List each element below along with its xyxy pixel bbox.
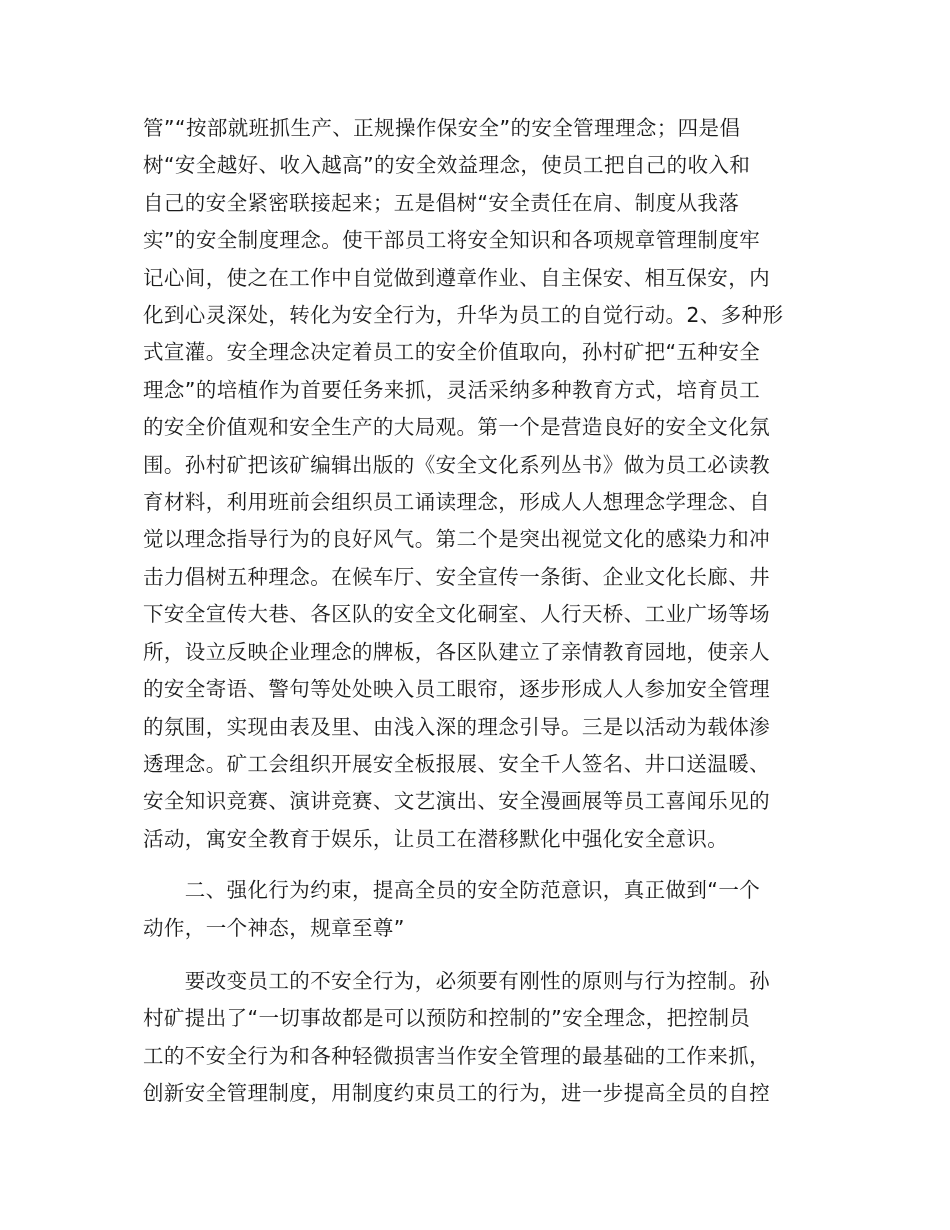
heading-line: 二、强化行为约束，提高全员的安全防范意识，真正做到“一个 <box>143 878 761 903</box>
text-line: 自己的安全紧密联接起来；五是倡树“安全责任在肩、制度从我落 <box>143 190 740 215</box>
text-line: 记心间，使之在工作中自觉做到遵章作业、自主保安、相互保安，内 <box>143 265 770 290</box>
text-line: 觉以理念指导行为的良好风气。第二个是突出视觉文化的感染力和冲 <box>143 527 770 552</box>
text-line: 的安全寄语、警句等处处映入员工眼帘，逐步形成人人参加安全管理 <box>143 677 770 702</box>
text-line: 击力倡树五种理念。在候车厅、安全宣传一条街、企业文化长廊、井 <box>143 564 770 589</box>
text-line: 村矿提出了“一切事故都是可以预防和控制的”安全理念，把控制员 <box>143 1006 751 1031</box>
text-line: 活动，寓安全教育于娱乐，让员工在潜移默化中强化安全意识。 <box>143 826 729 851</box>
section-heading <box>143 872 808 947</box>
text-line: 育材料，利用班前会组织员工诵读理念，形成人人想理念学理念、自 <box>143 490 770 515</box>
text-line: 透理念。矿工会组织开展安全板报展、安全千人签名、井口送温暖、 <box>143 751 770 776</box>
document-body <box>143 110 808 1113</box>
text-line: 工的不安全行为和各种轻微损害当作安全管理的最基础的工作来抓， <box>143 1043 770 1068</box>
body-paragraph <box>143 110 808 858</box>
text-line: 的安全价值观和安全生产的大局观。第一个是营造良好的安全文化氛 <box>143 415 770 440</box>
text-line: 化到心灵深处，转化为安全行为，升华为员工的自觉行动。2、多种形 <box>143 303 784 328</box>
text-line: 要改变员工的不安全行为，必须要有刚性的原则与行为控制。孙 <box>143 968 770 993</box>
body-paragraph <box>143 963 808 1113</box>
text-line: 下安全宣传大巷、各区队的安全文化硐室、人行天桥、工业广场等场 <box>143 602 770 627</box>
text-line: 的氛围，实现由表及里、由浅入深的理念引导。三是以活动为载体渗 <box>143 714 770 739</box>
text-line: 管”“按部就班抓生产、正规操作保安全”的安全管理理念；四是倡 <box>143 116 741 140</box>
text-line: 创新安全管理制度，用制度约束员工的行为，进一步提高全员的自控 <box>143 1081 770 1106</box>
heading-line: 动作，一个神态，规章至尊” <box>143 915 405 940</box>
text-line: 式宣灌。安全理念决定着员工的安全价值取向，孙村矿把“五种安全 <box>143 340 761 365</box>
text-line: 实”的安全制度理念。使干部员工将安全知识和各项规章管理制度牢 <box>143 228 761 253</box>
text-line: 树“安全越好、收入越高”的安全效益理念，使员工把自己的收入和 <box>143 153 751 178</box>
text-line: 围。孙村矿把该矿编辑出版的《安全文化系列丛书》做为员工必读教 <box>143 452 770 477</box>
text-line: 所，设立反映企业理念的牌板，各区队建立了亲情教育园地，使亲人 <box>143 639 770 664</box>
text-line: 理念”的培植作为首要任务来抓，灵活采纳多种教育方式，培育员工 <box>143 377 761 402</box>
text-line: 安全知识竞赛、演讲竞赛、文艺演出、安全漫画展等员工喜闻乐见的 <box>143 789 770 814</box>
